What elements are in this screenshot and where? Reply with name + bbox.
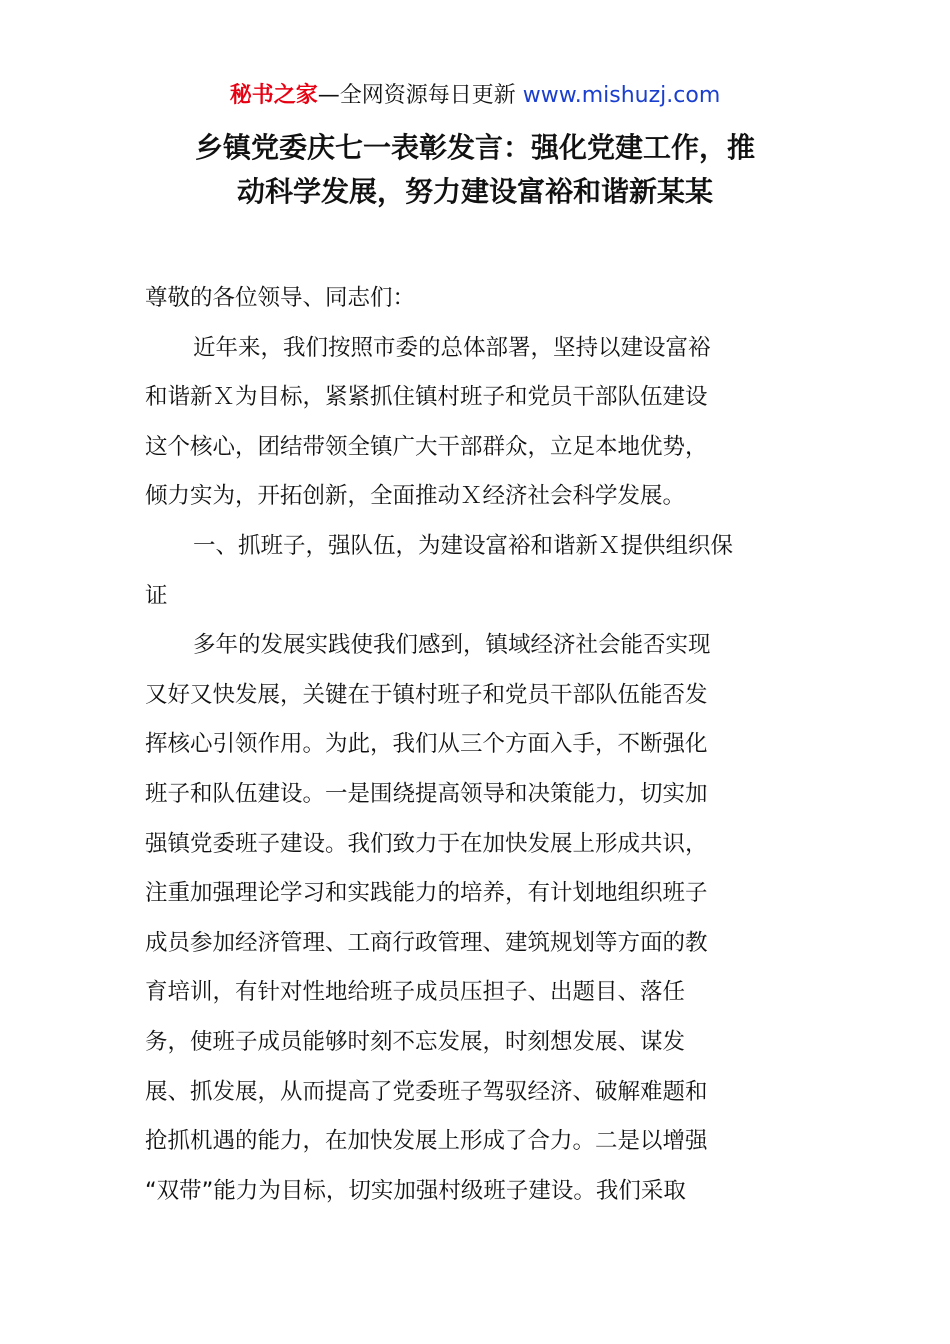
- paragraph-line: 班子和队伍建设。一是围绕提高领导和决策能力，切实加: [145, 780, 708, 807]
- salutation: 尊敬的各位领导、同志们：: [145, 285, 416, 311]
- paragraph-line: 抢抓机遇的能力，在加快发展上形成了合力。二是以增强: [145, 1128, 708, 1155]
- site-url[interactable]: www.mishuzj.com: [522, 83, 721, 108]
- title-line-1: 乡镇党委庆七一表彰发言：强化党建工作，推: [194, 131, 755, 164]
- paragraph-line: 强镇党委班子建设。我们致力于在加快发展上形成共识，: [145, 830, 708, 857]
- paragraph-line: 育培训，有针对性地给班子成员压担子、出题目、落任: [145, 979, 686, 1006]
- site-header: [0, 80, 950, 112]
- paragraph-line: 挥核心引领作用。为此，我们从三个方面入手，不断强化: [145, 731, 708, 758]
- document-title: [60, 126, 890, 214]
- paragraph-line: “双带”能力为目标，切实加强村级班子建设。我们采取: [145, 1177, 686, 1204]
- section-heading-line: 证: [145, 582, 168, 609]
- paragraph-line: 注重加强理论学习和实践能力的培养，有计划地组织班子: [145, 880, 708, 907]
- paragraph-line: 又好又快发展，关键在于镇村班子和党员干部队伍能否发: [145, 681, 708, 708]
- paragraph-line: 成员参加经济管理、工商行政管理、建筑规划等方面的教: [145, 929, 708, 956]
- section-heading-line: 一、抓班子，强队伍，为建设富裕和谐新Ｘ提供组织保: [193, 532, 734, 559]
- paragraph-line: 这个核心，团结带领全镇广大干部群众，立足本地优势，: [145, 433, 708, 460]
- site-tagline: —全网资源每日更新: [317, 83, 523, 108]
- paragraph-line: 和谐新Ｘ为目标，紧紧抓住镇村班子和党员干部队伍建设: [145, 384, 708, 411]
- paragraph-line: 倾力实为，开拓创新，全面推动Ｘ经济社会科学发展。: [145, 483, 686, 510]
- paragraph-line: 务，使班子成员能够时刻不忘发展，时刻想发展、谋发: [145, 1028, 686, 1055]
- title-line-2: 动科学发展，努力建设富裕和谐新某某: [236, 175, 713, 208]
- paragraph-line: 近年来，我们按照市委的总体部署，坚持以建设富裕: [193, 334, 711, 361]
- site-brand: 秘书之家: [229, 83, 318, 108]
- document-body: [145, 274, 810, 1216]
- paragraph-line: 展、抓发展，从而提高了党委班子驾驭经济、破解难题和: [145, 1078, 708, 1105]
- paragraph-line: 多年的发展实践使我们感到，镇域经济社会能否实现: [193, 632, 711, 659]
